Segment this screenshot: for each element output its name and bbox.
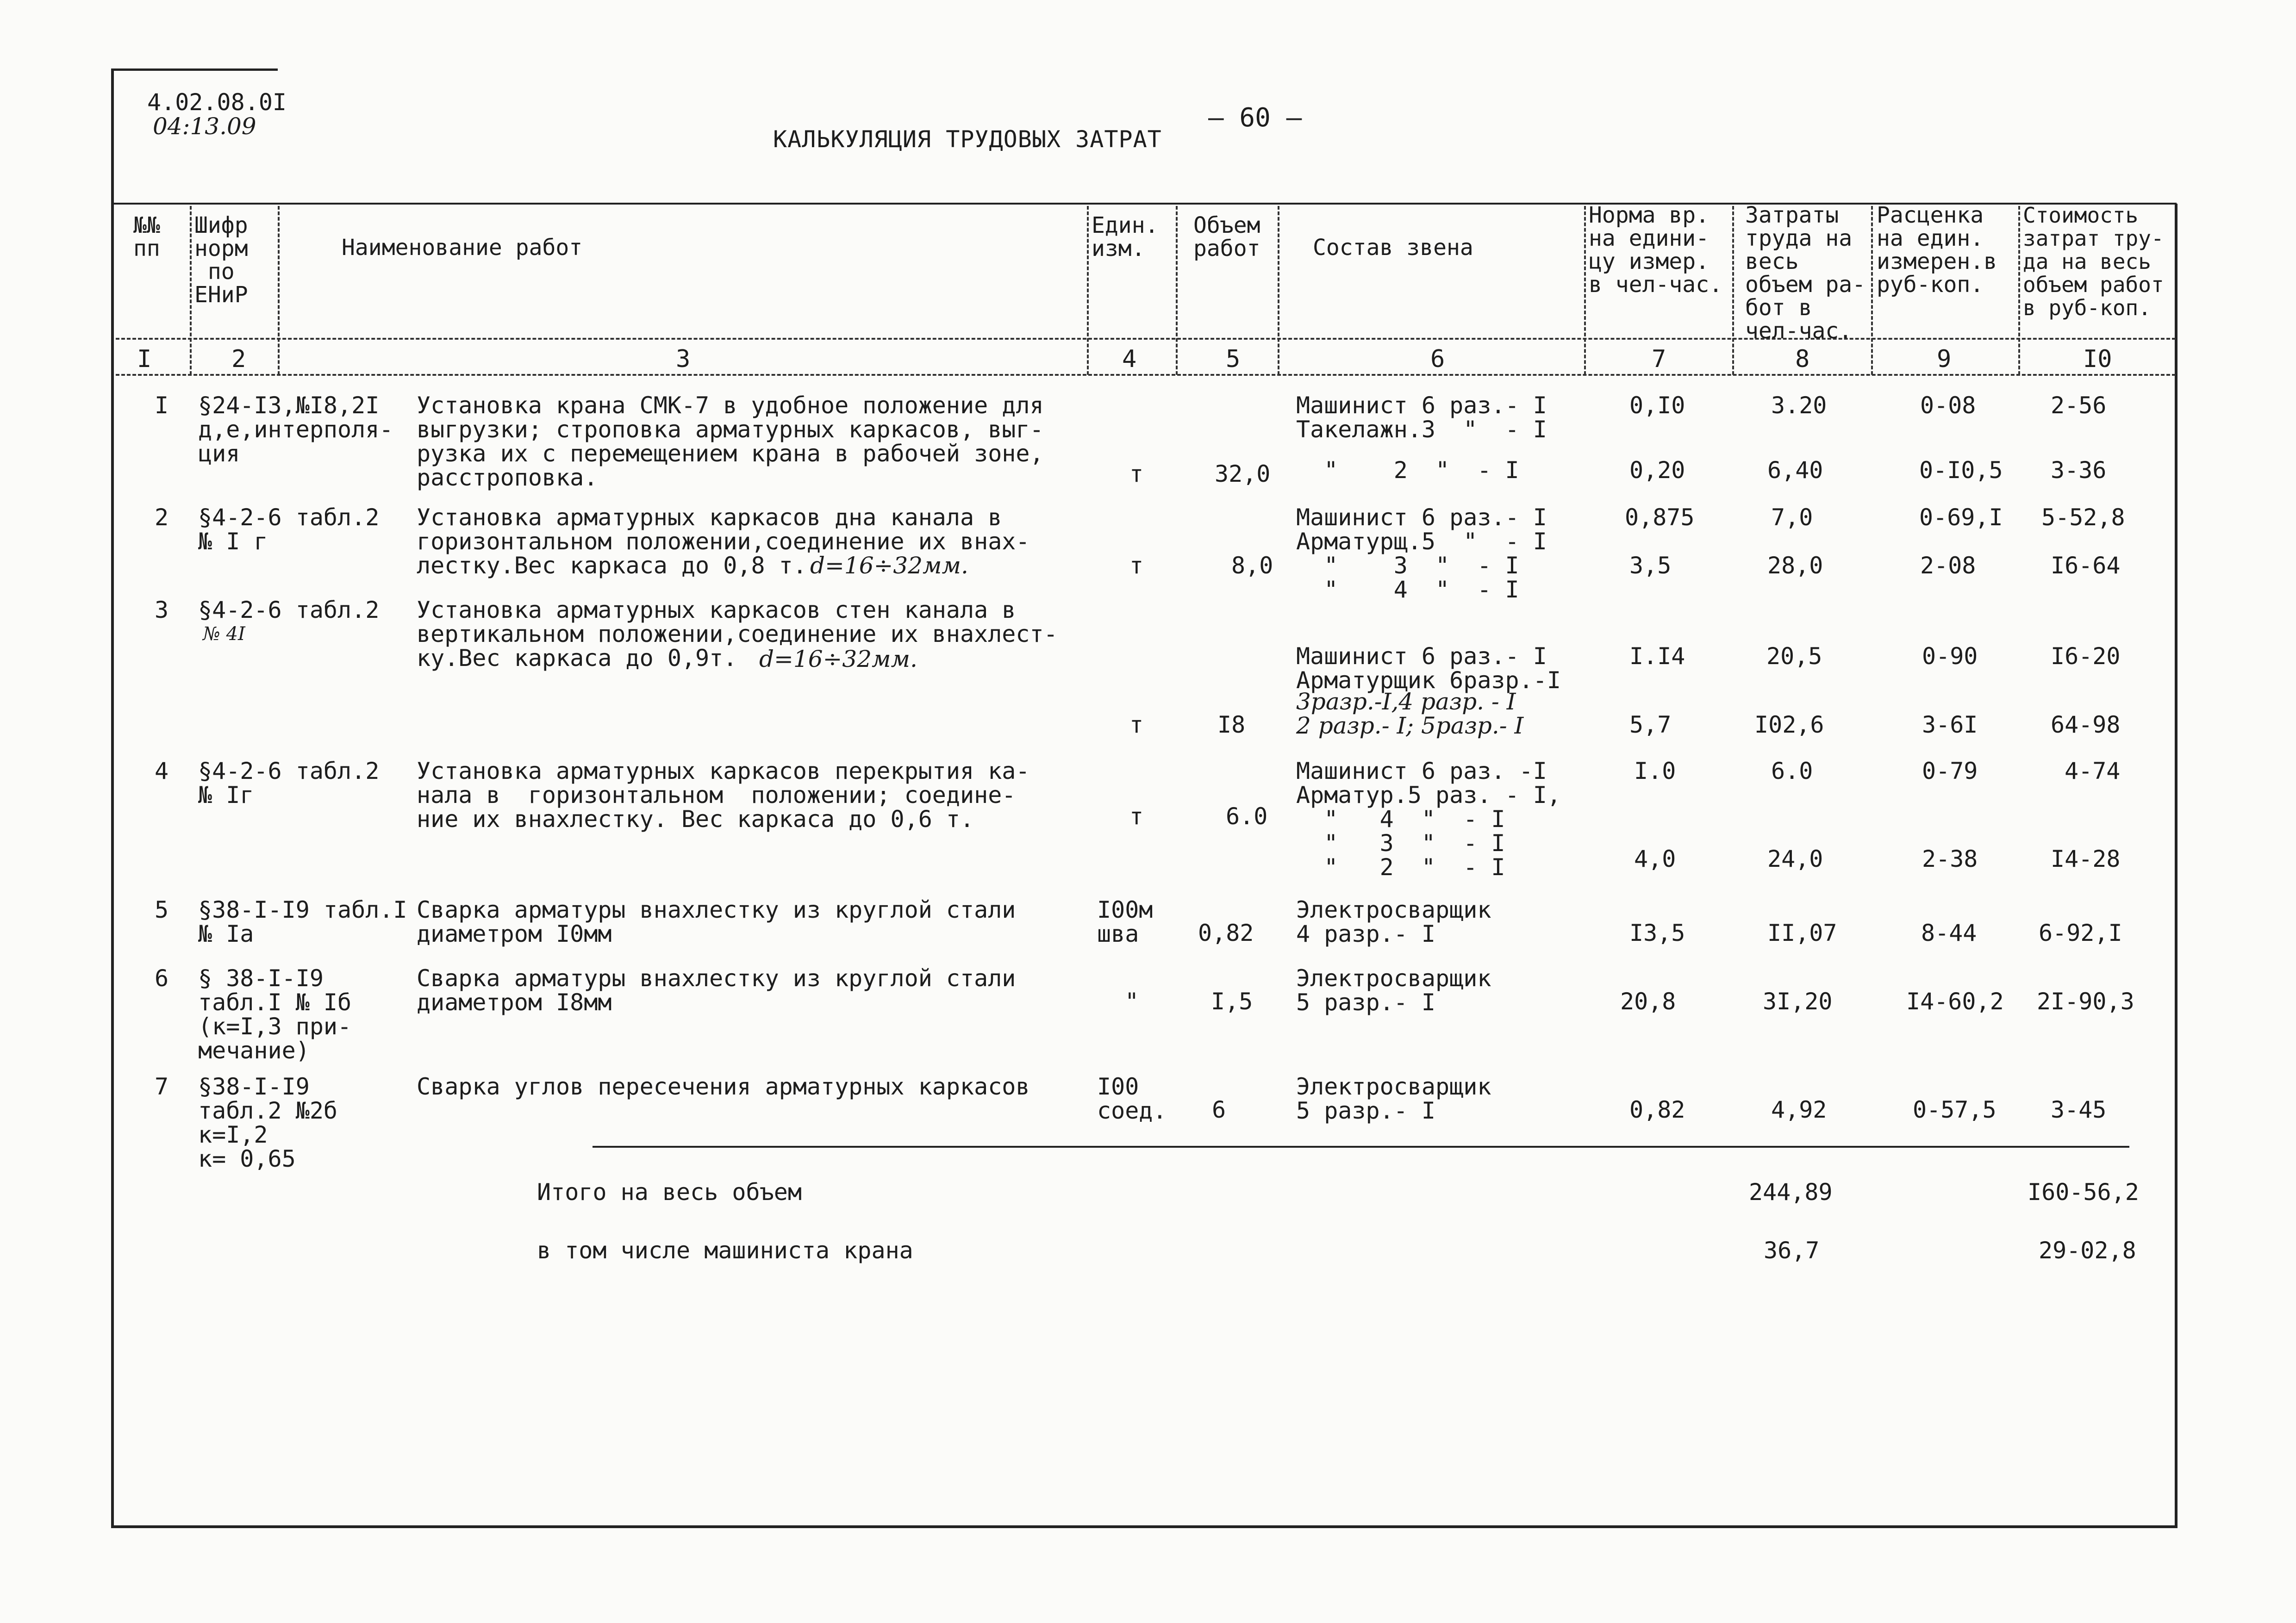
labor-2: 6,40 — [1767, 457, 1823, 484]
frame-right-line — [2175, 204, 2177, 1528]
header-work-name: Наименование работ — [342, 235, 583, 261]
frame-left-line — [111, 69, 114, 1527]
column-numbers-divider — [116, 374, 2176, 376]
norm-code: §24-I3,№I8,2I д,е,интерполя- ция — [198, 392, 393, 467]
volume: 6.0 — [1226, 803, 1268, 830]
header-norm-code: Шифр норм по ЕНиР — [194, 212, 248, 308]
labor: II,07 — [1767, 920, 1837, 946]
rate: 8-44 — [1921, 920, 1977, 946]
crew: Машинист 6 раз.- I Арматурщик 6разр.-I — [1296, 643, 1561, 694]
rate-2: 3-6I — [1922, 711, 1978, 738]
crane-labor: 36,7 — [1764, 1237, 1820, 1264]
labor: 20,5 — [1766, 643, 1822, 670]
header-number: №№ пп — [133, 212, 160, 261]
header-unit: Един. изм. — [1092, 212, 1159, 261]
unit: " — [1125, 988, 1139, 1015]
labor-2: 28,0 — [1767, 552, 1823, 579]
col-sep-2 — [278, 206, 280, 375]
time-norm: I.0 — [1634, 758, 1676, 784]
volume: 8,0 — [1231, 552, 1273, 579]
volume: 0,82 — [1198, 920, 1254, 946]
work-name-handwritten: d=16÷32мм. — [759, 646, 917, 672]
time-norm: I.I4 — [1629, 643, 1685, 670]
rate-2: 2-38 — [1922, 846, 1978, 872]
work-name: Установка арматурных каркасов дна канала в горизонтальном положении,соединение их внах- лестку.Вес каркаса до 0,8 т. — [417, 504, 1030, 579]
col-sep-8 — [1871, 206, 1873, 375]
row-number: I — [155, 392, 169, 419]
time-norm: 0,I0 — [1629, 392, 1685, 419]
frame-bottom-line — [111, 1525, 2177, 1528]
crew: Машинист 6 раз.- I Арматурщ.5 " - I " 3 " - I " 4 " - I — [1296, 504, 1547, 603]
column-number-4: 4 — [1122, 345, 1137, 373]
column-number-7: 7 — [1652, 345, 1666, 373]
unit: т — [1129, 711, 1144, 738]
header-crew: Состав звена — [1313, 235, 1473, 261]
labor: 3I,20 — [1763, 988, 1833, 1015]
totals-separator — [593, 1146, 2129, 1148]
rate-2: 0-I0,5 — [1919, 457, 2003, 484]
norm-code: §38-I-I9 табл.2 №2б к=I,2 к= 0,65 — [198, 1073, 338, 1172]
labor: 3.20 — [1771, 392, 1827, 419]
cost: 2-56 — [2051, 392, 2107, 419]
time-norm: 0,875 — [1625, 504, 1695, 531]
cost-2: 3-36 — [2051, 457, 2107, 484]
rate-2: 2-08 — [1920, 552, 1976, 579]
rate: 0-90 — [1922, 643, 1978, 670]
cost-2: 64-98 — [2051, 711, 2121, 738]
header-time-norm: Норма вр. на едини- цу измер. в чел-час. — [1589, 202, 1722, 298]
work-name: Установка арматурных каркасов перекрытия ка- нала в горизонтальном положении; соедине- ние их внахлестку. Вес каркаса до 0,6 т. — [417, 758, 1030, 833]
col-sep-5 — [1278, 206, 1279, 375]
header-volume: Объем работ — [1193, 212, 1260, 261]
cost: 3-45 — [2051, 1096, 2107, 1123]
col-sep-6 — [1584, 206, 1586, 375]
page-title: КАЛЬКУЛЯЦИЯ ТРУДОВЫХ ЗАТРАТ — [773, 126, 1162, 153]
crew: Электросварщик 5 разр.- I — [1296, 965, 1491, 1016]
crew: Электросварщик 4 разр.- I — [1296, 896, 1491, 947]
crane-cost: 29-02,8 — [2039, 1237, 2136, 1264]
total-cost: I60-56,2 — [2028, 1179, 2139, 1206]
norm-code: §38-I-I9 табл.I № Iа — [198, 896, 407, 947]
crew: Машинист 6 раз. -I Арматур.5 раз. - I, " 4 " - I " 3 " - I " 2 " - I — [1296, 758, 1561, 881]
volume: I,5 — [1211, 988, 1253, 1015]
crew: Электросварщик 5 разр.- I — [1296, 1073, 1491, 1124]
row-number: 6 — [155, 965, 169, 992]
volume: 6 — [1212, 1096, 1226, 1123]
work-name: Сварка углов пересечения арматурных каркасов — [417, 1073, 1030, 1100]
work-name-handwritten: d=16÷32мм. — [810, 552, 968, 579]
time-norm-2: 0,20 — [1629, 457, 1685, 484]
row-number: 3 — [155, 597, 169, 623]
column-number-10: I0 — [2083, 345, 2112, 373]
document-code-handwritten: 04:13.09 — [153, 113, 256, 140]
column-number-9: 9 — [1937, 345, 1952, 373]
col-sep-3 — [1087, 206, 1089, 375]
volume: 32,0 — [1215, 460, 1271, 487]
frame-top-line — [111, 68, 278, 71]
norm-code: §4-2-6 табл.2 № I г — [198, 504, 380, 555]
unit: I00 соед. — [1097, 1073, 1167, 1124]
total-labor: 244,89 — [1749, 1179, 1833, 1206]
cost-2: I4-28 — [2051, 846, 2121, 872]
work-name: Сварка арматуры внахлестку из круглой стали диаметром I0мм — [417, 896, 1016, 947]
col-sep-7 — [1732, 206, 1734, 375]
rate: 0-79 — [1922, 758, 1978, 784]
crew: Машинист 6 раз.- I Такелажн.3 " - I — [1296, 392, 1547, 443]
row-number: 5 — [155, 896, 169, 923]
crane-label: в том числе машиниста крана — [537, 1237, 913, 1264]
col-sep-9 — [2018, 206, 2020, 375]
labor: 7,0 — [1771, 504, 1813, 531]
cost: I6-20 — [2051, 643, 2121, 670]
work-name: Установка крана СМК-7 в удобное положение для выгрузки; строповка арматурных каркасов, выг- рузка их с перемещением крана в рабочей зоне, расстроповка. — [417, 392, 1044, 491]
work-name: Сварка арматуры внахлестку из круглой стали диаметром I8мм — [417, 965, 1016, 1016]
norm-code: §4-2-6 табл.2 — [198, 597, 380, 623]
header-cost: Стоимость затрат тру- да на весь объем работ в руб-коп. — [2023, 203, 2164, 320]
column-number-5: 5 — [1226, 345, 1241, 373]
volume: I8 — [1217, 711, 1246, 738]
work-name: Установка арматурных каркасов стен канала в вертикальном положении,соединение их внахлест- ку.Вес каркаса до 0,9т. — [417, 597, 1058, 672]
row-number: 2 — [155, 504, 169, 531]
cost: 6-92,I — [2039, 920, 2122, 946]
time-norm: I3,5 — [1629, 920, 1685, 946]
cost-2: I6-64 — [2051, 552, 2121, 579]
column-number-2: 2 — [231, 345, 246, 373]
col-sep-4 — [1176, 206, 1178, 375]
time-norm: 0,82 — [1629, 1096, 1685, 1123]
col-sep-1 — [190, 206, 192, 375]
unit: т — [1129, 460, 1144, 487]
time-norm-2: 4,0 — [1634, 846, 1676, 872]
norm-code: §4-2-6 табл.2 № Iг — [198, 758, 380, 808]
row-number: 4 — [155, 758, 169, 784]
rate: I4-60,2 — [1906, 988, 2004, 1015]
unit: т — [1129, 803, 1144, 830]
time-norm-2: 3,5 — [1629, 552, 1672, 579]
header-rate: Расценка на един. измерен.в руб-коп. — [1877, 202, 1997, 298]
rate: 0-69,I — [1919, 504, 2003, 531]
rate: 0-57,5 — [1913, 1096, 1997, 1123]
labor: 6.0 — [1771, 758, 1813, 784]
column-number-6: 6 — [1430, 345, 1445, 373]
document-code: 4.02.08.0I — [147, 89, 287, 116]
page-number: – 60 – — [1208, 103, 1302, 133]
labor-2: I02,6 — [1754, 711, 1824, 738]
labor-2: 24,0 — [1767, 846, 1823, 872]
table-top-border — [114, 203, 2177, 205]
cost: 2I-90,3 — [2037, 988, 2134, 1015]
labor: 4,92 — [1771, 1096, 1827, 1123]
cost: 5-52,8 — [2041, 504, 2125, 531]
rate: 0-08 — [1920, 392, 1976, 419]
header-labor: Затраты труда на весь объем ра- бот в чел-час. — [1745, 202, 1866, 344]
unit: т — [1129, 552, 1144, 579]
column-number-8: 8 — [1795, 345, 1810, 373]
crew-handwritten: 3разр.-I,4 разр. - I 2 разр.- I; 5разр.- I — [1296, 688, 1524, 739]
crew-extra: " 2 " - I — [1296, 457, 1519, 484]
norm-code-handwritten: № 4I — [203, 623, 245, 645]
norm-code: § 38-I-I9 табл.I № Iб (к=I,3 при- мечание) — [198, 965, 352, 1064]
unit: I00м шва — [1097, 896, 1153, 947]
column-number-3: 3 — [676, 345, 691, 373]
total-label: Итого на весь объем — [537, 1179, 802, 1206]
cost: 4-74 — [2065, 758, 2121, 784]
column-number-1: I — [137, 345, 152, 373]
row-number: 7 — [155, 1073, 169, 1100]
header-divider — [116, 338, 2176, 340]
time-norm: 20,8 — [1620, 988, 1676, 1015]
time-norm-2: 5,7 — [1629, 711, 1672, 738]
